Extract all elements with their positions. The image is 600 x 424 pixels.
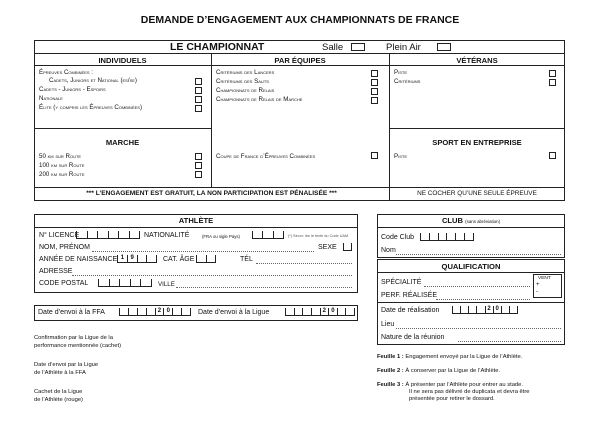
ville-field[interactable]	[176, 287, 352, 288]
code-postal-label: CODE POSTAL	[39, 280, 89, 287]
marche-item-100km: 100 km sur Route	[39, 162, 85, 169]
epreuves-combinees-label: Épreuves Combinées :	[39, 69, 93, 76]
tel-field[interactable]	[256, 263, 352, 264]
licence-input[interactable]	[76, 231, 140, 239]
checkbox-elite[interactable]	[195, 105, 202, 112]
checkbox-sport-entreprise-piste[interactable]	[549, 152, 556, 159]
coupe-france-label: Coupe de France d’Épreuves Combinées	[216, 153, 316, 160]
individuels-item-nationale: Nationale	[39, 95, 63, 102]
individuels-item-elite: Élite (y compris les Épreuves Combinées)	[39, 104, 143, 111]
salle-checkbox[interactable]	[351, 43, 365, 51]
checkbox-sauts[interactable]	[371, 79, 378, 86]
championnat-label: LE CHAMPIONNAT	[170, 40, 265, 53]
note-date-envoi: Date d’envoi par la Ligue de l’Athlète à la FFA	[34, 362, 99, 376]
page-title: DEMANDE D’ENGAGEMENT AUX CHAMPIONNATS DE FRANCE	[140, 14, 460, 26]
athlete-heading: ATHLÈTE	[178, 216, 214, 225]
plein-air-label: Plein Air	[386, 42, 421, 53]
nature-reunion-field[interactable]	[458, 341, 561, 342]
checkbox-relais-marche[interactable]	[371, 97, 378, 104]
club-nom-field[interactable]	[396, 254, 561, 255]
annee-naissance-input[interactable]: 1 9	[117, 255, 157, 263]
nom-prenom-label: NOM, PRÉNOM	[39, 244, 90, 251]
individuels-heading: INDIVIDUELS	[98, 56, 147, 65]
date-realisation-label: Date de réalisation	[381, 307, 440, 314]
individuels-item-cadets-espoirs: Cadets - Juniors - Espoirs	[39, 86, 106, 93]
plein-air-checkbox[interactable]	[437, 43, 451, 51]
cat-age-label: CAT. ÂGE	[163, 256, 195, 263]
date-envoi-ffa-input[interactable]: 2 0	[119, 308, 191, 316]
date-envoi-ligue-label: Date d’envoi à la Ligue	[198, 309, 270, 316]
nom-prenom-field[interactable]	[92, 251, 314, 252]
club-nom-label: Nom	[381, 247, 396, 254]
veterans-heading: VÉTÉRANS	[456, 56, 498, 65]
nationalite-hint: (FRA ou sigle Pays)	[202, 234, 240, 239]
salle-label: Salle	[322, 42, 344, 53]
club-heading-row	[377, 216, 565, 225]
marche-item-50km: 50 km sur Route	[39, 153, 82, 160]
footer-note: NE COCHER QU’UNE SEULE ÉPREUVE	[417, 190, 537, 197]
nationalite-label: NATIONALITÉ	[144, 232, 190, 239]
adresse-field[interactable]	[72, 275, 352, 276]
licence-label: N° LICENCE	[39, 232, 80, 239]
checkbox-relais[interactable]	[371, 88, 378, 95]
specialite-field[interactable]	[424, 286, 530, 287]
marche-item-200km: 200 km sur Route	[39, 171, 85, 178]
vent-label: VENT	[538, 276, 551, 281]
annee-naissance-label: ANNÉE DE NAISSANCE	[39, 256, 118, 263]
note-confirmation: Confirmation par la Ligue de la performance mentionnée (cachet)	[34, 335, 121, 349]
vent-minus: -	[536, 289, 538, 295]
cat-age-input[interactable]	[196, 255, 216, 263]
adresse-label: ADRESSE	[39, 268, 73, 275]
feuille-3-line-3: présentée pour retirer le dossard.	[409, 396, 495, 402]
sport-entreprise-heading: SPORT EN ENTREPRISE	[432, 138, 522, 147]
veterans-item-piste: Piste	[394, 69, 408, 76]
club-heading-note: (sans abréviation)	[465, 219, 501, 224]
lieu-field[interactable]	[396, 328, 561, 329]
nationalite-note: (*) Sinon: lire le texte du Code UAM	[288, 234, 349, 238]
code-postal-input[interactable]	[98, 279, 152, 287]
specialite-label: SPÉCIALITÉ	[381, 279, 422, 286]
date-envoi-ffa-label: Date d’envoi à la FFA	[38, 309, 105, 316]
individuels-item-cadets-national: Cadets, Juniors et National (es/se)	[49, 77, 137, 84]
lieu-label: Lieu	[381, 321, 395, 328]
footer-notice: *** L’ENGAGEMENT EST GRATUIT, LA NON PARTICIPATION EST PÉNALISÉE ***	[86, 190, 337, 197]
tel-label: TÉL	[240, 256, 253, 263]
perf-realisee-label: PERF. RÉALISÉE	[381, 292, 438, 299]
date-realisation-input[interactable]: 2 0	[452, 306, 518, 314]
checkbox-veterans-criteriums[interactable]	[549, 79, 556, 86]
equipes-item-lancers: Critériums des Lancers	[216, 69, 275, 76]
checkbox-cadets-national[interactable]	[195, 78, 202, 85]
nature-reunion-label: Nature de la réunion	[381, 334, 445, 341]
checkbox-cadets-espoirs[interactable]	[195, 87, 202, 94]
nationalite-input[interactable]	[252, 231, 284, 239]
qualification-heading: QUALIFICATION	[441, 262, 501, 271]
code-club-label: Code Club	[381, 234, 415, 241]
feuille-1: Feuille 1 : Engagement envoyé par la Ligue de l’Athlète.	[377, 354, 523, 360]
checkbox-50km[interactable]	[195, 153, 202, 160]
sport-entreprise-item-piste: Piste	[394, 153, 408, 160]
checkbox-lancers[interactable]	[371, 70, 378, 77]
feuille-3-line-2: Il ne sera pas délivré de duplicata et devra être	[409, 389, 530, 395]
par-equipes-heading: PAR ÉQUIPES	[274, 56, 326, 65]
ville-label: VILLE	[158, 281, 175, 288]
perf-realisee-field[interactable]	[436, 299, 530, 300]
checkbox-veterans-piste[interactable]	[549, 70, 556, 77]
vent-plus: +	[536, 282, 540, 288]
sexe-input[interactable]	[343, 243, 352, 251]
veterans-item-criteriums: Critériums	[394, 78, 421, 85]
marche-heading: MARCHE	[105, 138, 140, 147]
checkbox-200km[interactable]	[195, 171, 202, 178]
equipes-item-relais-marche: Championnats de Relais de Marche	[216, 96, 303, 103]
feuille-3: Feuille 3 : À présenter par l’Athlète pour entrer au stade.	[377, 382, 523, 388]
checkbox-nationale[interactable]	[195, 96, 202, 103]
checkbox-coupe-france[interactable]	[371, 152, 378, 159]
note-cachet: Cachet de la Ligue de l’Athlète (rouge)	[34, 389, 83, 403]
date-envoi-ligue-input[interactable]: 2 0	[285, 308, 355, 316]
equipes-item-sauts: Critériums des Sauts	[216, 78, 269, 85]
club-heading: CLUB	[441, 216, 464, 225]
feuille-2: Feuille 2 : À conserver par la Ligue de l’Athlète.	[377, 368, 501, 374]
equipes-item-relais: Championnats de Relais	[216, 87, 275, 94]
sexe-label: SEXE	[318, 244, 337, 251]
checkbox-100km[interactable]	[195, 162, 202, 169]
code-club-input[interactable]	[420, 233, 474, 241]
